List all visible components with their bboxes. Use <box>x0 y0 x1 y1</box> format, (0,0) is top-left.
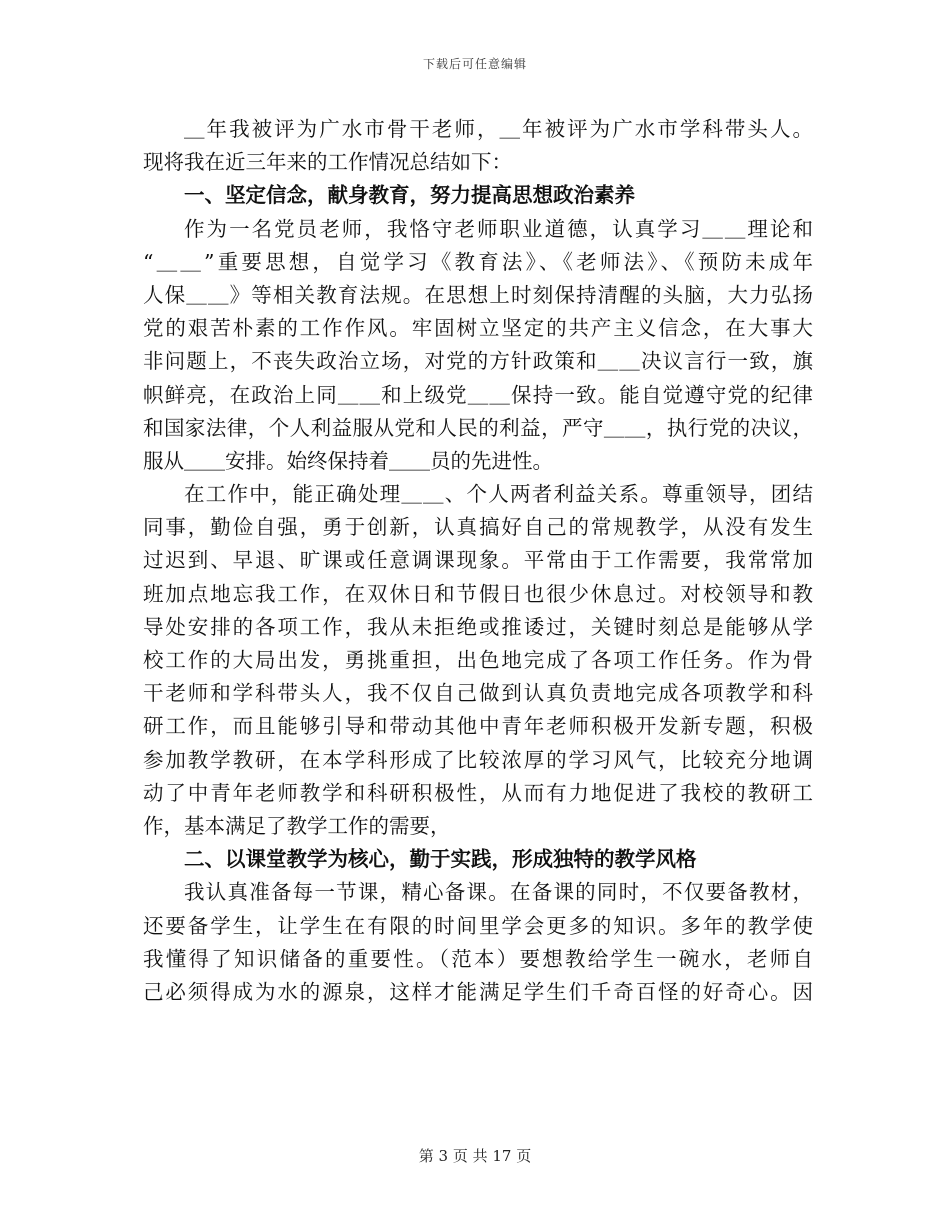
paragraph-line: ＿年我被评为广水市骨干老师，＿年被评为广水市学科带头人。 <box>184 117 813 141</box>
paragraph-line: 还要备学生，让学生在有限的时间里学会更多的知识。多年的教学使 <box>143 913 813 938</box>
paragraph-line: 干老师和学科带头人，我不仅自己做到认真负责地完成各项教学和科 <box>143 681 813 706</box>
paragraph-line: 党的艰苦朴素的工作作风。牢固树立坚定的共产主义信念，在大事大 <box>143 316 813 341</box>
paragraph-line: 帜鲜亮，在政治上同＿＿和上级党＿＿保持一致。能自觉遵守党的纪律 <box>143 382 813 407</box>
paragraph-line: 我懂得了知识储备的重要性。（范本）要想教给学生一碗水，老师自 <box>143 946 813 971</box>
paragraph-line: 研工作，而且能够引导和带动其他中青年老师积极开发新专题，积极 <box>143 714 813 739</box>
paragraph-line: 我认真准备每一节课，精心备课。在备课的同时，不仅要备教材， <box>184 880 813 905</box>
paragraph-line: 和国家法律，个人利益服从党和人民的利益，严守＿＿，执行党的决议， <box>143 415 813 440</box>
paragraph-line: 过迟到、早退、旷课或任意调课现象。平常由于工作需要，我常常加 <box>143 548 813 573</box>
paragraph-line: 现将我在近三年来的工作情况总结如下： <box>143 150 512 175</box>
paragraph-line: 导处安排的各项工作，我从未拒绝或推诿过，关键时刻总是能够从学 <box>143 614 813 639</box>
page-number: 第 3 页 共 17 页 <box>418 1147 532 1165</box>
paragraph-line: 校工作的大局出发，勇挑重担，出色地完成了各项工作任务。作为骨 <box>143 648 813 672</box>
paragraph-line: 作，基本满足了教学工作的需要， <box>143 813 451 838</box>
paragraph-line: 人保＿＿》等相关教育法规。在思想上时刻保持清醒的头脑，大力弘扬 <box>143 282 813 307</box>
paragraph-line: 班加点地忘我工作，在双休日和节假日也很少休息过。对校领导和教 <box>143 581 813 606</box>
paragraph-line: 参加教学教研，在本学科形成了比较浓厚的学习风气，比较充分地调 <box>143 747 813 772</box>
paragraph-line: 动了中青年老师教学和科研积极性，从而有力地促进了我校的教研工 <box>143 780 813 805</box>
paragraph-line: 同事，勤俭自强，勇于创新，认真搞好自己的常规教学，从没有发生 <box>143 515 813 540</box>
paragraph-line: “＿＿”重要思想，自觉学习《教育法》、《老师法》、《预防未成年 <box>143 249 813 274</box>
document-body <box>143 113 813 1008</box>
section-heading: 一、坚定信念，献身教育，努力提高思想政治素养 <box>184 183 635 208</box>
paragraph-line: 作为一名党员老师，我恪守老师职业道德，认真学习＿＿理论和 <box>184 216 813 241</box>
section-heading: 二、以课堂教学为核心，勤于实践，形成独特的教学风格 <box>184 847 697 872</box>
paragraph-line: 己必须得成为水的源泉，这样才能满足学生们千奇百怪的好奇心。因 <box>143 979 813 1004</box>
paragraph-line: 非问题上，不丧失政治立场，对党的方针政策和＿＿决议言行一致，旗 <box>143 349 813 374</box>
paragraph-line: 服从＿＿安排。始终保持着＿＿员的先进性。 <box>143 448 553 473</box>
paragraph-line: 在工作中，能正确处理＿＿、个人两者利益关系。尊重领导，团结 <box>184 482 813 507</box>
header-note: 下载后可任意编辑 <box>422 57 527 71</box>
